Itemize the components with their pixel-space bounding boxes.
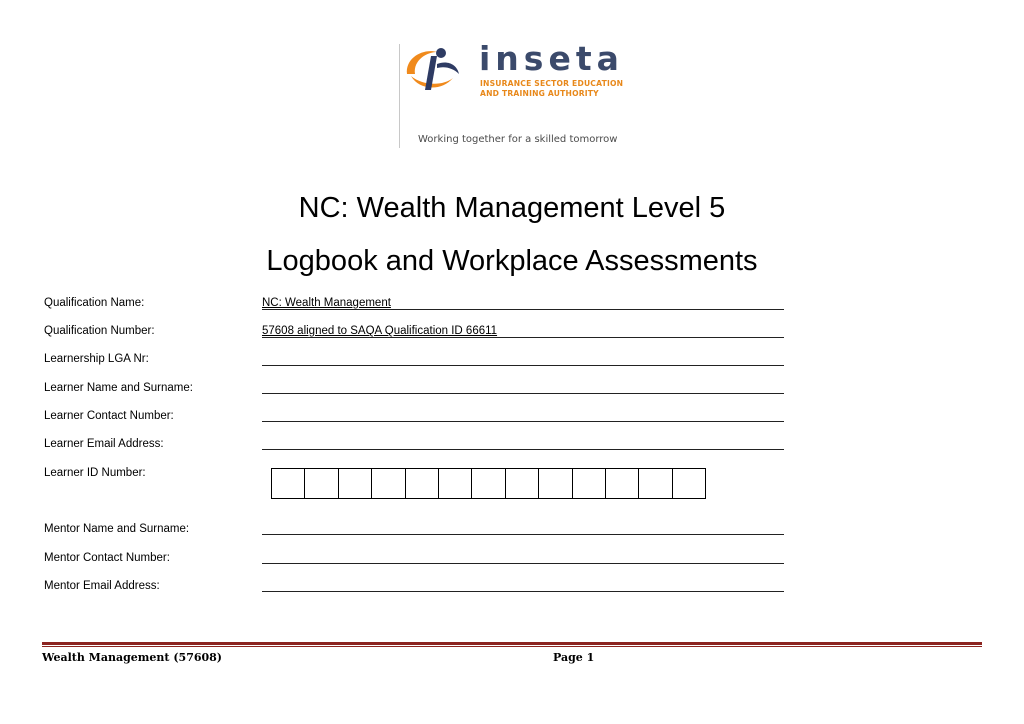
id-digit-box[interactable] [573,469,606,498]
mentor-email-field[interactable] [262,591,784,592]
learner-email-label: Learner Email Address: [44,438,164,450]
logo-wordmark: inseta [479,39,624,78]
footer-rule [42,642,982,645]
logo-tagline: Working together for a skilled tomorrow [418,134,618,145]
id-digit-box[interactable] [639,469,672,498]
qualification-number-label: Qualification Number: [44,325,155,337]
mentor-name-field[interactable] [262,534,784,535]
learnership-lga-field[interactable] [262,365,784,366]
id-digit-box[interactable] [539,469,572,498]
learner-contact-label: Learner Contact Number: [44,410,174,422]
id-digit-box[interactable] [305,469,338,498]
mentor-name-label: Mentor Name and Surname: [44,523,190,535]
id-digit-box[interactable] [439,469,472,498]
qualification-name-value: NC: Wealth Management [262,297,391,309]
id-digit-box[interactable] [606,469,639,498]
id-digit-box[interactable] [406,469,439,498]
id-digit-box[interactable] [339,469,372,498]
id-digit-box[interactable] [506,469,539,498]
id-digit-box[interactable] [673,469,706,498]
logo-divider [399,44,400,148]
id-digit-box[interactable] [272,469,305,498]
mentor-contact-label: Mentor Contact Number: [44,552,170,564]
learner-email-field[interactable] [262,449,784,450]
id-digit-box[interactable] [472,469,505,498]
footer-rule-thin [42,646,982,647]
inseta-emblem-icon [401,44,463,96]
learner-name-field[interactable] [262,393,784,394]
inseta-logo [399,39,627,148]
qualification-name-line [262,309,784,310]
learner-contact-field[interactable] [262,421,784,422]
qualification-number-line [262,337,784,338]
footer-page-number: Page 1 [553,651,595,664]
qualification-number-value: 57608 aligned to SAQA Qualification ID 66611 [262,325,498,337]
learner-id-label: Learner ID Number: [44,467,146,479]
learnership-lga-label: Learnership LGA Nr: [44,353,149,365]
footer-document-name: Wealth Management (57608) [42,651,223,664]
logo-subtitle [480,79,623,99]
logo-subtitle-line2: AND TRAINING AUTHORITY [480,89,599,98]
logo-subtitle-line1: INSURANCE SECTOR EDUCATION [480,79,624,88]
document-subtitle: Logbook and Workplace Assessments [266,245,758,277]
mentor-contact-field[interactable] [262,563,784,564]
qualification-name-label: Qualification Name: [44,297,145,309]
learner-name-label: Learner Name and Surname: [44,382,193,394]
mentor-email-label: Mentor Email Address: [44,580,160,592]
id-digit-box[interactable] [372,469,405,498]
learner-id-boxes [271,468,706,499]
document-title: NC: Wealth Management Level 5 [298,192,726,224]
